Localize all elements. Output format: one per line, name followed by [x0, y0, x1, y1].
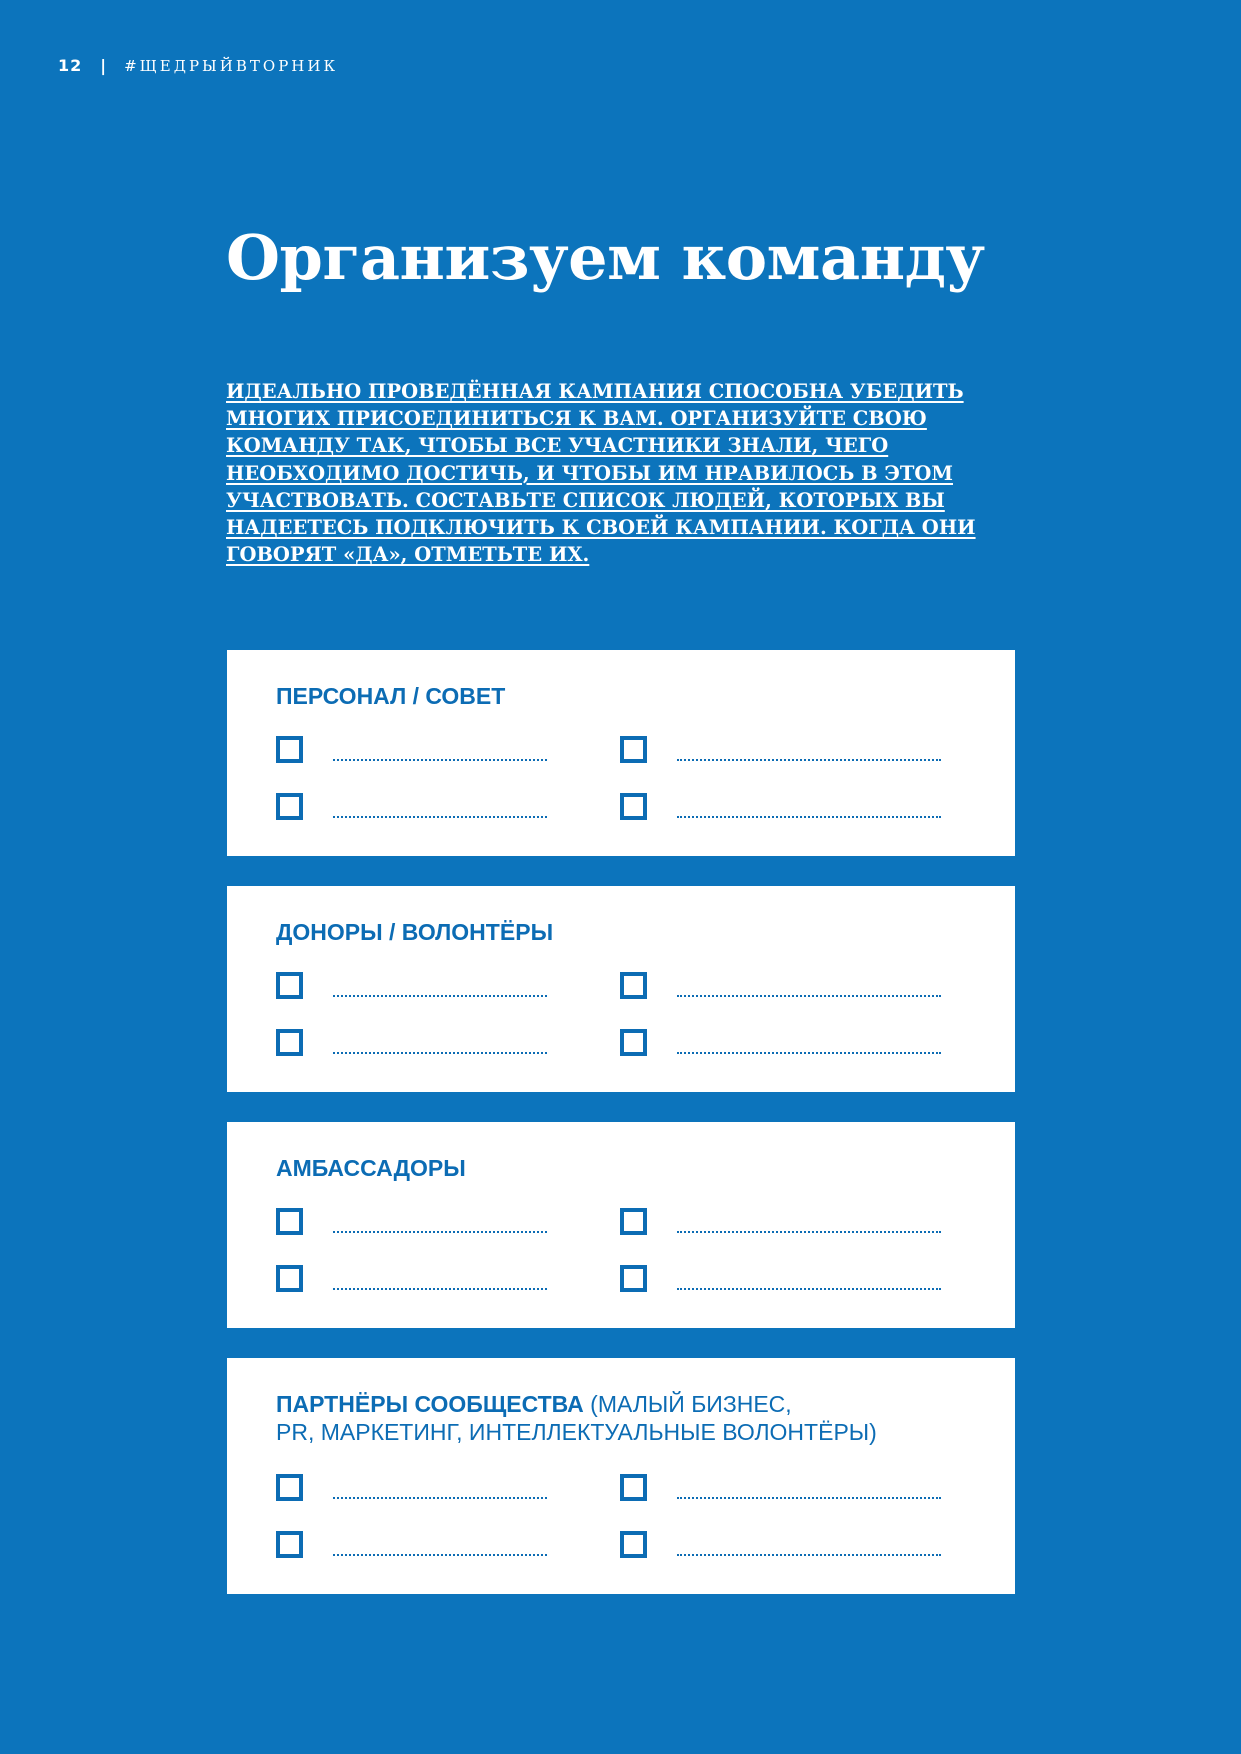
name-entry-line[interactable]	[333, 816, 547, 818]
checkbox[interactable]	[620, 736, 647, 763]
section-card-community-partners	[227, 1358, 1015, 1594]
checkbox[interactable]	[276, 972, 303, 999]
checkbox[interactable]	[276, 1265, 303, 1292]
checkbox[interactable]	[276, 1474, 303, 1501]
checkbox[interactable]	[276, 793, 303, 820]
section-title-label: ПАРТНЁРЫ СООБЩЕСТВА	[276, 1391, 584, 1417]
section-title-label: ДОНОРЫ / ВОЛОНТЁРЫ	[276, 919, 554, 945]
intro-paragraph: ИДЕАЛЬНО ПРОВЕДЁННАЯ КАМПАНИЯ СПОСОБНА УБЕДИТЬ МНОГИХ ПРИСОЕДИНИТЬСЯ К ВАМ. ОРГАНИЗУЙТЕ СВОЮ КОМАНДУ ТАК, ЧТОБЫ ВСЕ УЧАСТНИКИ ЗНАЛИ, ЧЕГО НЕОБХОДИМО ДОСТИЧЬ, И ЧТОБЫ ИМ НРАВИЛОСЬ В ЭТОМ УЧАСТВОВАТЬ. СОСТАВЬТЕ СПИСОК ЛЮДЕЙ, КОТОРЫХ ВЫ НАДЕЕТЕСЬ ПОДКЛЮЧИТЬ К СВОЕЙ КАМПАНИИ. КОГДА ОНИ ГОВОРЯТ «ДА», ОТМЕТЬТЕ ИХ.	[226, 380, 976, 567]
checkbox[interactable]	[620, 972, 647, 999]
name-entry-line[interactable]	[677, 759, 941, 761]
page-header	[58, 56, 338, 75]
page-number: 12	[58, 56, 83, 75]
name-entry-line[interactable]	[677, 1554, 941, 1556]
page-title: Организуем команду	[226, 221, 985, 294]
section-subtitle-line1: (МАЛЫЙ БИЗНЕС,	[583, 1391, 792, 1417]
name-entry-line[interactable]	[333, 1288, 547, 1290]
name-entry-line[interactable]	[677, 1288, 941, 1290]
name-entry-line[interactable]	[333, 759, 547, 761]
section-title	[276, 1390, 877, 1446]
checkbox[interactable]	[276, 736, 303, 763]
name-entry-line[interactable]	[677, 1052, 941, 1054]
checkbox[interactable]	[620, 1265, 647, 1292]
hashtag: #ЩЕДРЫЙВТОРНИК	[124, 56, 339, 75]
section-card-ambassadors	[227, 1122, 1015, 1328]
checkbox[interactable]	[276, 1029, 303, 1056]
name-entry-line[interactable]	[677, 1231, 941, 1233]
section-title-label: ПЕРСОНАЛ / СОВЕТ	[276, 683, 506, 709]
checkbox[interactable]	[276, 1208, 303, 1235]
checkbox[interactable]	[620, 1208, 647, 1235]
section-title	[276, 682, 505, 710]
header-separator: |	[100, 56, 109, 75]
name-entry-line[interactable]	[677, 995, 941, 997]
checkbox[interactable]	[276, 1531, 303, 1558]
checkbox[interactable]	[620, 793, 647, 820]
name-entry-line[interactable]	[677, 816, 941, 818]
section-title	[276, 918, 553, 946]
section-card-staff-board	[227, 650, 1015, 856]
name-entry-line[interactable]	[333, 1497, 547, 1499]
section-subtitle-line2: PR, МАРКЕТИНГ, ИНТЕЛЛЕКТУАЛЬНЫЕ ВОЛОНТЁРЫ)	[276, 1419, 877, 1445]
section-title-label: АМБАССАДОРЫ	[276, 1155, 466, 1181]
section-title	[276, 1154, 466, 1182]
name-entry-line[interactable]	[333, 995, 547, 997]
name-entry-line[interactable]	[677, 1497, 941, 1499]
name-entry-line[interactable]	[333, 1052, 547, 1054]
name-entry-line[interactable]	[333, 1554, 547, 1556]
section-card-donors-volunteers	[227, 886, 1015, 1092]
checkbox[interactable]	[620, 1531, 647, 1558]
checkbox[interactable]	[620, 1029, 647, 1056]
checkbox[interactable]	[620, 1474, 647, 1501]
name-entry-line[interactable]	[333, 1231, 547, 1233]
